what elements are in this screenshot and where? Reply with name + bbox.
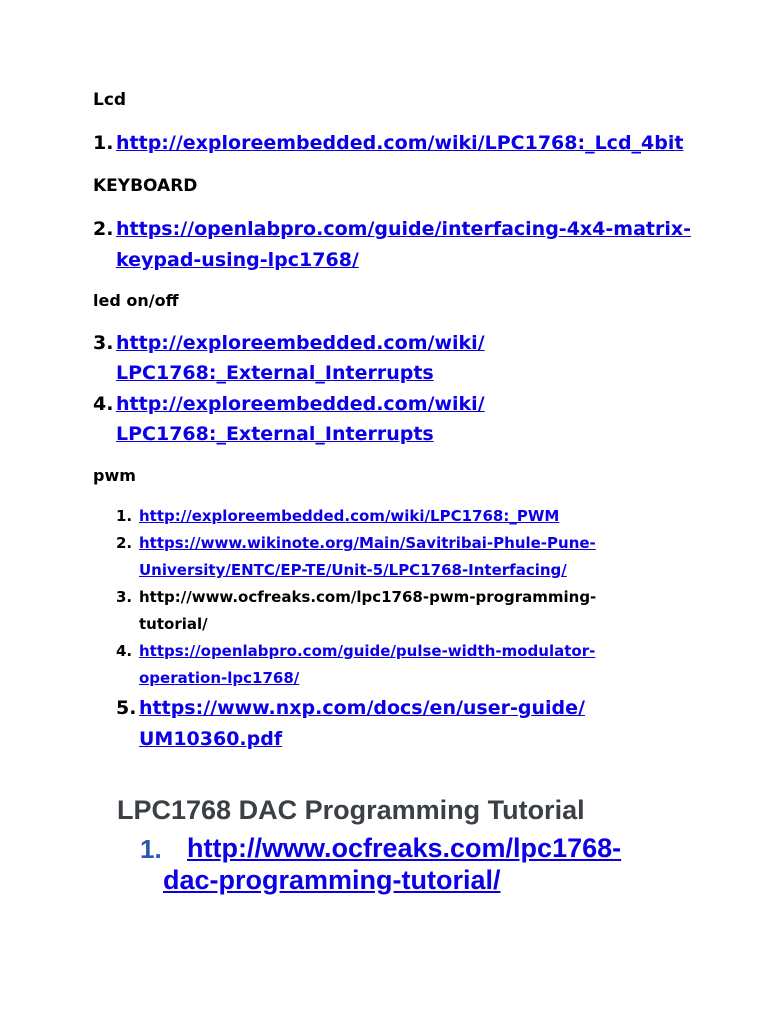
list-number: 1. <box>116 507 133 525</box>
dac-tutorial-heading: LPC1768 DAC Programming Tutorial <box>117 795 585 825</box>
section-heading-lcd: Lcd <box>93 90 127 110</box>
pwm-text-ocfreaks-line2: tutorial/ <box>139 615 208 633</box>
pwm-link-wikinote-line2[interactable]: University/ENTC/EP-TE/Unit-5/LPC1768-Interfacing/ <box>139 561 567 579</box>
pwm-link-wikinote-line1[interactable]: https://www.wikinote.org/Main/Savitribai-Phule-Pune- <box>139 534 596 552</box>
interrupts-link-1-line2[interactable]: LPC1768:_External_Interrupts <box>116 362 434 384</box>
pwm-link-nxp-line2[interactable]: UM10360.pdf <box>139 728 283 750</box>
list-number: 4. <box>116 642 133 660</box>
list-number: 3. <box>93 332 114 354</box>
list-number: 4. <box>93 393 114 415</box>
section-heading-pwm: pwm <box>93 466 136 485</box>
section-heading-keyboard: KEYBOARD <box>93 176 198 196</box>
interrupts-link-2-line1[interactable]: http://exploreembedded.com/wiki/ <box>116 393 485 415</box>
interrupts-link-1-line1[interactable]: http://exploreembedded.com/wiki/ <box>116 332 485 354</box>
lcd-4bit-link[interactable]: http://exploreembedded.com/wiki/LPC1768:_Lcd_4bit <box>116 132 684 154</box>
interrupts-link-2-line2[interactable]: LPC1768:_External_Interrupts <box>116 423 434 445</box>
list-number: 2. <box>116 534 133 552</box>
dac-link-line1[interactable]: http://www.ocfreaks.com/lpc1768- <box>187 833 622 863</box>
list-number: 5. <box>116 697 137 719</box>
dac-link-line2[interactable]: dac-programming-tutorial/ <box>163 865 501 895</box>
keypad-link-line2[interactable]: keypad-using-lpc1768/ <box>116 249 359 271</box>
pwm-text-ocfreaks-line1: http://www.ocfreaks.com/lpc1768-pwm-programming- <box>139 588 597 606</box>
list-number: 2. <box>93 218 114 240</box>
pwm-link-openlabpro-line2[interactable]: operation-lpc1768/ <box>139 669 300 687</box>
list-number: 1. <box>140 834 162 864</box>
list-number: 3. <box>116 588 133 606</box>
pwm-link-nxp-line1[interactable]: https://www.nxp.com/docs/en/user-guide/ <box>139 697 585 719</box>
keypad-link-line1[interactable]: https://openlabpro.com/guide/interfacing-4x4-matrix- <box>116 218 692 240</box>
pwm-link-openlabpro-line1[interactable]: https://openlabpro.com/guide/pulse-width-modulator- <box>139 642 596 660</box>
list-number: 1. <box>93 132 114 154</box>
section-heading-led: led on/off <box>93 291 179 310</box>
pwm-link-explore[interactable]: http://exploreembedded.com/wiki/LPC1768:_PWM <box>139 507 560 525</box>
